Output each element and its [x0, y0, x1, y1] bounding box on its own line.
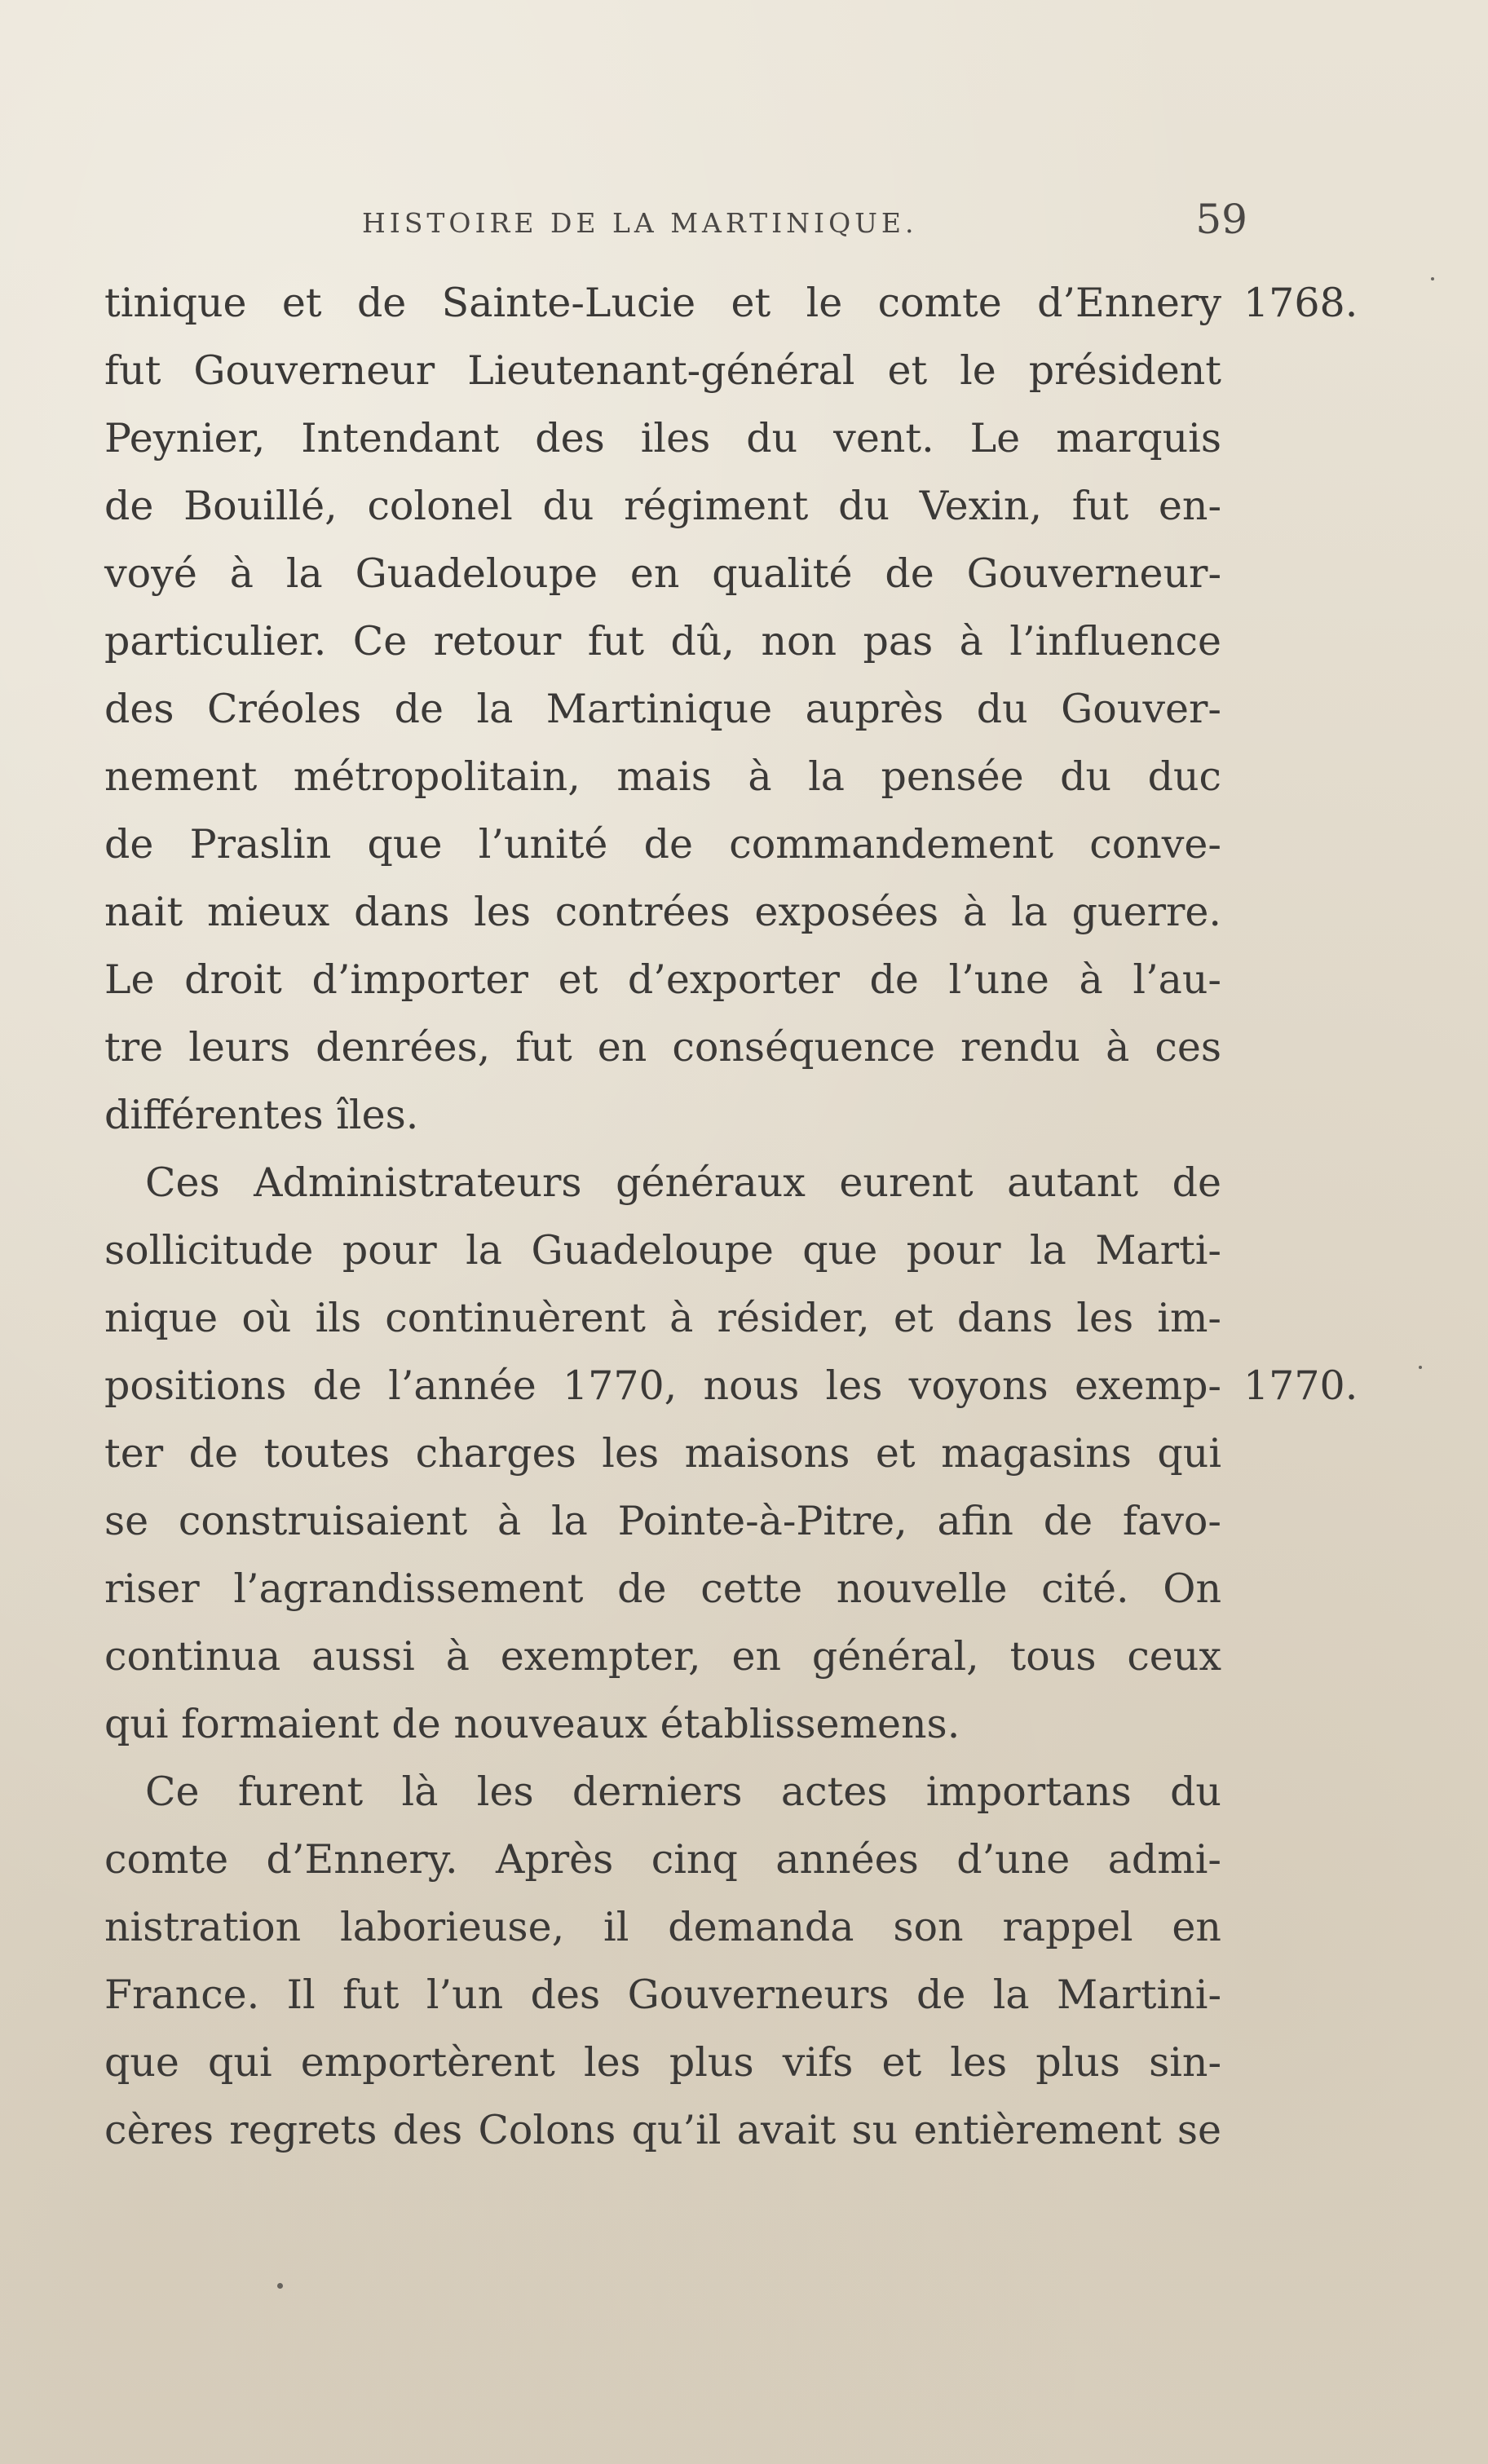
margin-year-note: 1768. [1243, 280, 1358, 326]
text-line: positions de l’année 1770, nous les voyons exemp- [104, 1362, 1221, 1409]
text-line: Ces Administrateurs généraux eurent autant de [145, 1159, 1221, 1206]
text-line: Peynier, Intendant des iles du vent. Le marquis [104, 415, 1221, 461]
text-line: ter de toutes charges les maisons et magasins qui [104, 1430, 1221, 1477]
text-line: comte d’Ennery. Après cinq années d’une admi- [104, 1836, 1221, 1883]
text-line: cères regrets des Colons qu’il avait su entièrement se [104, 2107, 1221, 2153]
ink-speck [1431, 277, 1434, 280]
text-line: tre leurs denrées, fut en conséquence rendu à ces [104, 1024, 1221, 1071]
body-text [104, 269, 1221, 2164]
running-title: HISTOIRE DE LA MARTINIQUE. [362, 207, 918, 239]
text-line: que qui emportèrent les plus vifs et les plus sin- [104, 2039, 1221, 2086]
text-line: France. Il fut l’un des Gouverneurs de la Martini- [104, 1972, 1221, 2018]
ink-speck [1419, 1366, 1422, 1369]
page-number: 59 [1195, 196, 1247, 243]
text-line: des Créoles de la Martinique auprès du Gouver- [104, 686, 1221, 732]
text-line: voyé à la Guadeloupe en qualité de Gouverneur- [104, 550, 1221, 597]
text-line: continua aussi à exempter, en général, tous ceux [104, 1633, 1221, 1680]
margin-year-note: 1770. [1243, 1362, 1358, 1409]
text-line: nait mieux dans les contrées exposées à la guerre. [104, 889, 1221, 935]
text-line: fut Gouverneur Lieutenant-général et le président [104, 347, 1221, 394]
text-line: de Praslin que l’unité de commandement conve- [104, 821, 1221, 868]
page-header [98, 189, 1247, 246]
text-line: sollicitude pour la Guadeloupe que pour la Marti- [104, 1227, 1221, 1274]
text-line: différentes îles. [104, 1092, 419, 1138]
text-line: Le droit d’importer et d’exporter de l’une à l’au- [104, 956, 1221, 1003]
text-line: qui formaient de nouveaux établissemens. [104, 1701, 960, 1747]
ink-speck [277, 2283, 283, 2289]
text-line: particulier. Ce retour fut dû, non pas à l’influence [104, 618, 1221, 665]
text-line: nistration laborieuse, il demanda son rappel en [104, 1904, 1221, 1950]
text-line: nement métropolitain, mais à la pensée du duc [104, 753, 1221, 800]
text-line: tinique et de Sainte-Lucie et le comte d’Ennery [104, 280, 1221, 326]
text-line: de Bouillé, colonel du régiment du Vexin, fut en- [104, 483, 1221, 529]
text-line: Ce furent là les derniers actes importans du [145, 1769, 1221, 1815]
text-line: nique où ils continuèrent à résider, et dans les im- [104, 1295, 1221, 1341]
text-line: riser l’agrandissement de cette nouvelle cité. On [104, 1565, 1221, 1612]
text-line: se construisaient à la Pointe-à-Pitre, afin de favo- [104, 1498, 1221, 1544]
